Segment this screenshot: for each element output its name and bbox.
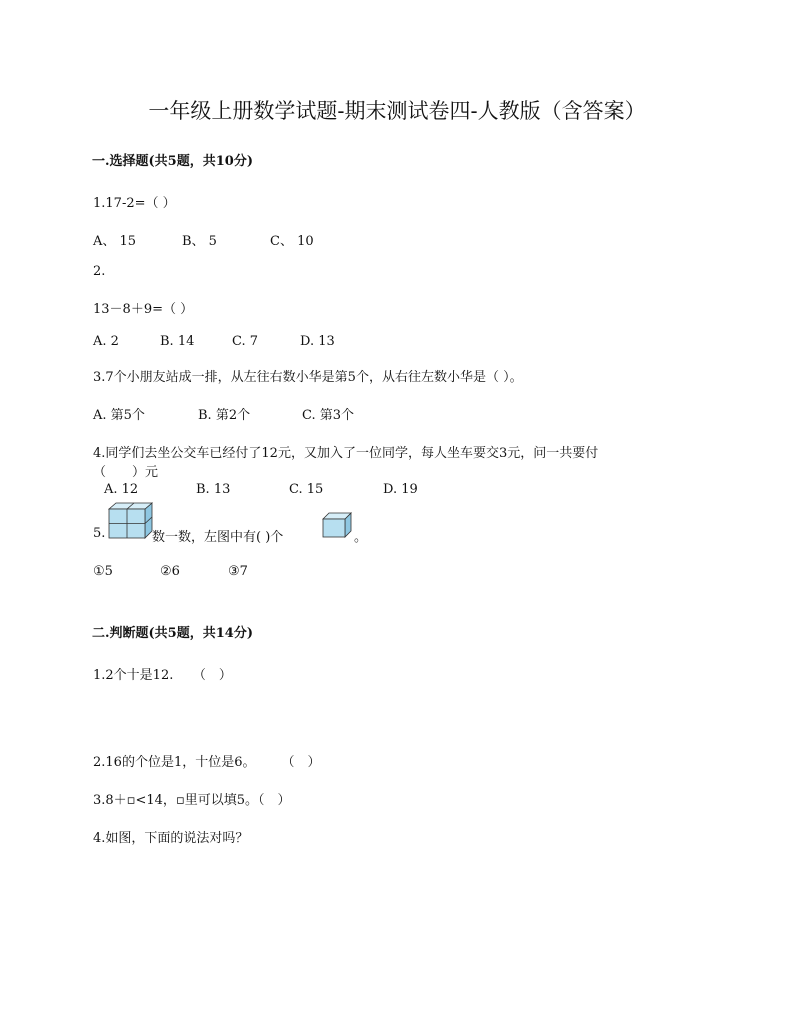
question-1-option-c: C、 10 [270,234,314,249]
single-cube-icon [322,512,352,538]
section-heading-choice: 一.选择题(共5题，共10分) [92,154,253,169]
question-4-text-line1: 4.同学们去坐公交车已经付了12元，又加入了一位同学，每人坐车要交3元，问一共要付 [93,446,599,461]
question-2-option-c: C. 7 [232,334,259,349]
question-3-option-a: A. 第5个 [93,408,145,423]
judge-question-2: 2.16的个位是1，十位是6。 （ ） [93,755,321,770]
cube-stack-image [107,500,153,540]
question-5-number: 5. [93,526,106,541]
question-3-text: 3.7个小朋友站成一排，从左往右数小华是第5个，从右往左数小华是（ ）。 [93,370,523,385]
question-4-option-b: B. 13 [196,482,231,497]
question-4-option-a: A. 12 [104,482,139,497]
question-2-number: 2. [93,264,106,279]
section-heading-judge: 二.判断题(共5题，共14分) [92,626,253,641]
question-2-option-b: B. 14 [160,334,195,349]
question-5-option-1: ①5 [93,564,113,579]
question-1-text: 1.17-2=（ ） [93,196,176,211]
question-3-option-c: C. 第3个 [302,408,355,423]
question-2-text: 13－8＋9=（ ） [93,302,194,317]
judge-question-3: 3.8＋▫<14，▫里可以填5。（ ） [93,793,291,808]
question-5-option-3: ③7 [228,564,248,579]
question-5-end: 。 [354,530,368,545]
question-3-option-b: B. 第2个 [198,408,251,423]
question-5-option-2: ②6 [160,564,180,579]
question-4-option-d: D. 19 [383,482,418,497]
question-1-option-b: B、 5 [182,234,217,249]
question-2-option-d: D. 13 [300,334,335,349]
page-title: 一年级上册数学试题-期末测试卷四-人教版（含答案） [148,99,646,123]
question-2-option-a: A. 2 [93,334,119,349]
judge-question-4: 4.如图，下面的说法对吗？ [93,831,249,846]
question-1-option-a: A、 15 [93,234,137,249]
question-4-text-line2: （ ）元 [93,465,159,480]
question-5-text: 数一数，左图中有( )个 [152,530,284,545]
judge-question-1: 1.2个十是12. （ ） [93,668,232,683]
question-4-option-c: C. 15 [289,482,324,497]
